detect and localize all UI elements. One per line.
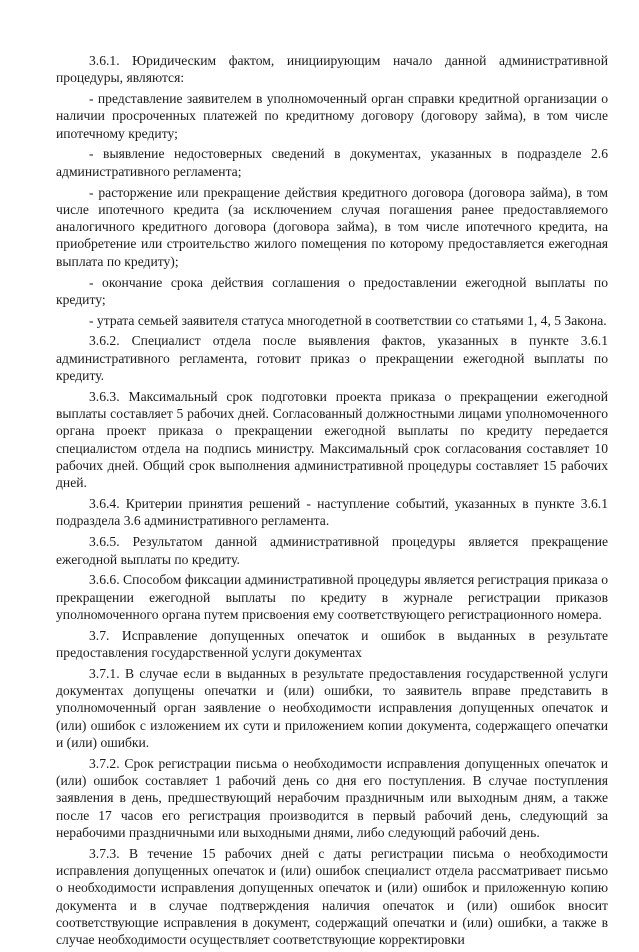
bullet-item: - утрата семьей заявителя статуса многодетной в соответствии со статьями 1, 4, 5 Закона. — [89, 312, 607, 328]
paragraph-3-6-5: 3.6.5. Результатом данной административной процедуры является прекращение ежегодной выплаты по кредиту. — [56, 534, 608, 567]
paragraph-3-7-2: 3.7.2. Срок регистрации письма о необходимости исправления допущенных опечаток и (или) ошибок составляет 1 рабочий день со дня его поступления. В случае поступления заявления в день, предшествующий нерабочим праздничным или выходным дням, а также после 17 часов его регистрация производится в первый рабочий день, следующий за нерабочими праздничными или выходными днями, либо следующий рабочий день. — [56, 755, 608, 840]
paragraph-3-6-4: 3.6.4. Критерии принятия решений - наступление событий, указанных в пункте 3.6.1 подраздела 3.6 административного регламента. — [56, 496, 608, 529]
paragraph-3-6-6: 3.6.6. Способом фиксации административной процедуры является регистрация приказа о прекращении ежегодной выплаты по кредиту в журнале регистрации приказов уполномоченного органа путем присвоения ему соответствующего регистрационного номера. — [56, 572, 608, 622]
paragraph-3-6-2: 3.6.2. Специалист отдела после выявления фактов, указанных в пункте 3.6.1 административного регламента, готовит приказ о прекращении ежегодной выплаты по кредиту. — [56, 333, 608, 384]
bullet-item: - выявление недостоверных сведений в документах, указанных в подразделе 2.6 административного регламента; — [56, 146, 608, 179]
paragraph-3-6-1: 3.6.1. Юридическим фактом, инициирующим начало данной административной процедуры, являются: — [56, 53, 608, 86]
bullet-item: - представление заявителем в уполномоченный орган справки кредитной организации о наличии просроченных платежей по кредитному договору (договору займа), в том числе ипотечному кредиту; — [56, 91, 608, 141]
paragraph-3-7-1: 3.7.1. В случае если в выданных в результате предоставления государственной услуги документах допущены опечатки и (или) ошибки, то заявитель вправе представить в уполномоченный орган заявление о необходимости исправления допущенных опечаток и (или) ошибок с изложением их сути и приложением копии документа, содержащего опечатки и (или) ошибки. — [56, 665, 608, 750]
bullet-item: - расторжение или прекращение действия кредитного договора (договора займа), в том числе ипотечного кредита (за исключением случая погашения ранее предоставляемого аналогичного кредитного договора (договора займа), в том числе ипотечного кредита, на приобретение или строительство жилого помещения по которому предоставляется ежегодная выплата по кредиту); — [56, 184, 608, 269]
document-page — [56, 52, 608, 952]
paragraph-3-6-3: 3.6.3. Максимальный срок подготовки проекта приказа о прекращении ежегодной выплаты составляет 5 рабочих дней. Согласованный должностными лицами уполномоченного органа проект приказа о прекращении ежегодной выплаты по кредиту передается специалистом отдела на подпись министру. Максимальный срок согласования составляет 10 рабочих дней. Общий срок выполнения административной процедуры составляет 15 рабочих дней. — [56, 388, 608, 491]
bullet-item: - окончание срока действия соглашения о предоставлении ежегодной выплаты по кредиту; — [56, 274, 608, 307]
paragraph-3-7-3: 3.7.3. В течение 15 рабочих дней с даты регистрации письма о необходимости исправления допущенных опечаток и (или) ошибок специалист отдела рассматривает письмо о необходимости исправления допущенных опечаток и (или) ошибок и приложенную копию документа и в случае подтверждения наличия опечаток и (или) ошибок вносит соответствующие исправления в документ, содержащий опечатки и (или) ошибки, а также в случае необходимости осуществляет соответствующие корректировки — [56, 845, 608, 948]
section-heading-3-7: 3.7. Исправление допущенных опечаток и ошибок в выданных в результате предоставления государственной услуги документах — [56, 627, 608, 660]
